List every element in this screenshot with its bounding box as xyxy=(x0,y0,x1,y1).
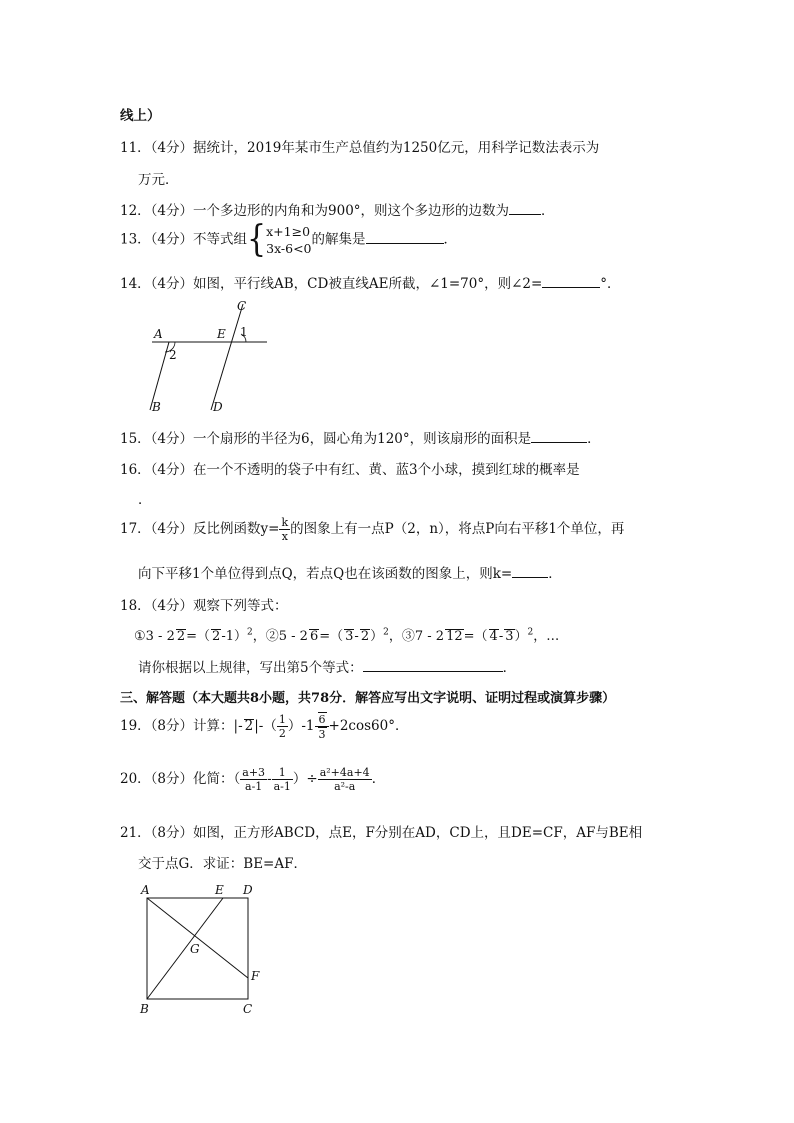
label-E: E xyxy=(215,883,224,897)
question-19-pre: 19．（8分）计算：|- xyxy=(120,718,243,734)
label-B: B xyxy=(140,1002,149,1016)
label-B: B xyxy=(152,400,161,414)
question-18-equalities xyxy=(134,625,559,644)
division-sign: ）÷ xyxy=(292,771,318,787)
section-heading: 三、解答题（本大题共8小题，共78分．解答应写出文字说明、证明过程或演算步骤） xyxy=(120,691,616,706)
line-CD xyxy=(211,304,243,410)
eq3-ending: ，… xyxy=(533,629,560,644)
question-14-text: 14．（4分）如图，平行线AB，CD被直线AE所截，∠1=70°，则∠2= xyxy=(120,276,543,292)
eq1-sqrt: 2 xyxy=(176,629,186,644)
fraction-3 xyxy=(318,766,372,793)
fraction-denominator xyxy=(315,727,329,741)
fraction-numerator xyxy=(315,712,329,727)
fraction-k-over-x xyxy=(279,516,290,543)
fraction-one-half xyxy=(277,713,288,740)
eq1-exponent: 2 xyxy=(247,627,253,638)
label-E: E xyxy=(217,327,226,341)
label-D: D xyxy=(213,400,223,414)
answer-blank xyxy=(363,670,503,672)
question-12-end: ． xyxy=(541,203,555,219)
question-18-line3 xyxy=(138,656,516,676)
sqrt-3: 3 xyxy=(318,728,326,741)
inequality-2: 3x-6<0 xyxy=(266,241,312,256)
fraction-1 xyxy=(240,766,267,793)
label-D: D xyxy=(243,883,253,897)
question-17-line2 xyxy=(138,562,562,582)
question-14-end: °． xyxy=(600,276,621,292)
question-15-end: ． xyxy=(587,431,601,447)
answer-blank xyxy=(512,576,548,578)
eq2-sqrt: 6 xyxy=(309,629,319,644)
fraction-numerator: 1 xyxy=(272,766,293,780)
answer-blank xyxy=(366,242,444,244)
question-17-end: ． xyxy=(548,566,562,582)
question-18-end: ． xyxy=(502,660,517,676)
answer-blank xyxy=(509,213,541,215)
question-12 xyxy=(120,199,555,219)
eq3-sqrt: 12 xyxy=(446,629,463,644)
eq3-part: ③7 - 2 xyxy=(401,629,445,644)
answer-blank xyxy=(542,286,600,288)
eq3-part: =（ xyxy=(463,629,488,644)
question-19 xyxy=(120,712,408,741)
segment-BE xyxy=(147,898,223,999)
eq1-part: =（ xyxy=(186,629,211,644)
fraction-denominator: a-1 xyxy=(245,780,263,793)
fraction-denominator: x xyxy=(281,530,288,543)
fraction-numerator: 1 xyxy=(278,713,286,726)
question-16-line2: ． xyxy=(138,492,152,508)
eq3-part: - xyxy=(498,629,504,644)
answer-blank xyxy=(531,441,587,443)
label-A: A xyxy=(141,883,150,897)
question-21-line2: 交于点G．求证：BE=AF． xyxy=(138,856,307,872)
question-12-text: 12．（4分）一个多边形的内角和为900°，则这个多边形的边数为 xyxy=(120,203,510,219)
label-angle-2: 2 xyxy=(169,348,177,362)
question-21-line1: 21．（8分）如图，正方形ABCD，点E，F分别在AD，CD上，且DE=CF，AF与BE相 xyxy=(120,825,643,841)
fraction-numerator: a+3 xyxy=(242,766,266,779)
question-17-line1 xyxy=(120,516,624,543)
fraction-numerator: k xyxy=(281,516,289,529)
question-19-mid: |-（ xyxy=(254,718,277,734)
question-17-pre: 17．（4分）反比例函数y= xyxy=(120,521,280,537)
sqrt-2: 2 xyxy=(244,718,254,734)
question-15 xyxy=(120,427,601,447)
question-20-pre: 20．（8分）化简：（ xyxy=(120,771,241,787)
eq2-part: =（ xyxy=(319,629,344,644)
question-19-exponent: ）-1 xyxy=(287,718,315,734)
question-13-pre: 13．（4分）不等式组 xyxy=(120,231,248,248)
parallel-lines-figure xyxy=(140,298,280,418)
question-15-text: 15．（4分）一个扇形的半径为6，圆心角为120°，则该扇形的面积是 xyxy=(120,431,532,447)
brace-symbol: { xyxy=(247,218,267,261)
separator: ， xyxy=(252,629,266,644)
question-11-line2: 万元． xyxy=(138,172,179,188)
eq3-part: ） xyxy=(514,629,528,644)
eq2-exponent: 2 xyxy=(383,627,389,638)
eq2-part: - xyxy=(354,629,359,644)
eq2-sqrt: 2 xyxy=(360,629,370,644)
question-20 xyxy=(120,766,385,793)
question-14 xyxy=(120,272,621,292)
question-19-post: +2cos60°． xyxy=(328,718,409,734)
question-20-end: ． xyxy=(371,771,386,787)
separator: ， xyxy=(388,629,402,644)
fraction-sqrt6-over-sqrt3 xyxy=(315,712,329,741)
segment-AF xyxy=(147,898,248,978)
inequality-1: x+1≥0 xyxy=(266,224,311,239)
fraction-2 xyxy=(272,766,293,793)
eq3-sqrt: 3 xyxy=(505,629,514,644)
label-G: G xyxy=(190,942,200,956)
eq2-part: ②5 - 2 xyxy=(265,629,308,644)
label-C: C xyxy=(243,1002,253,1016)
label-angle-1: 1 xyxy=(240,325,248,339)
eq3-exponent: 2 xyxy=(527,627,534,638)
question-13-end: ． xyxy=(443,231,458,248)
label-C: C xyxy=(237,299,247,313)
label-F: F xyxy=(251,969,260,983)
minus-sign: - xyxy=(267,771,272,787)
continuation-text: 线上） xyxy=(120,108,161,124)
eq2-part: ） xyxy=(370,629,384,644)
eq1-sqrt: 2 xyxy=(212,629,221,644)
eq1-part: ①3 - 2 xyxy=(134,629,175,644)
question-18-line1: 18．（4分）观察下列等式： xyxy=(120,598,288,614)
fraction-denominator: a²-a xyxy=(334,780,356,793)
question-17-post: 的图象上有一点P（2，n），将点P向右平移1个单位，再 xyxy=(290,521,625,537)
inequality-system xyxy=(266,223,311,257)
eq3-sqrt: 4 xyxy=(489,629,498,644)
label-A: A xyxy=(154,327,163,341)
fraction-numerator: a²+4a+4 xyxy=(319,766,370,779)
question-13 xyxy=(120,218,458,261)
fraction-denominator: a-1 xyxy=(273,780,291,793)
fraction-denominator: 2 xyxy=(278,727,286,740)
question-17-line2-text: 向下平移1个单位得到点Q，若点Q也在该函数的图象上，则k= xyxy=(138,566,513,582)
question-18-line3-text: 请你根据以上规律，写出第5个等式： xyxy=(138,660,363,676)
square-figure xyxy=(136,880,276,1020)
question-16-line1: 16．（4分）在一个不透明的袋子中有红、黄、蓝3个小球，摸到红球的概率是 xyxy=(120,462,580,478)
question-11-line1: 11．（4分）据统计，2019年某市生产总值约为1250亿元，用科学记数法表示为 xyxy=(120,140,600,156)
eq2-sqrt: 3 xyxy=(345,629,354,644)
question-13-post: 的解集是 xyxy=(311,231,366,248)
sqrt-6: 6 xyxy=(318,713,326,726)
eq1-part: -1） xyxy=(221,629,247,644)
